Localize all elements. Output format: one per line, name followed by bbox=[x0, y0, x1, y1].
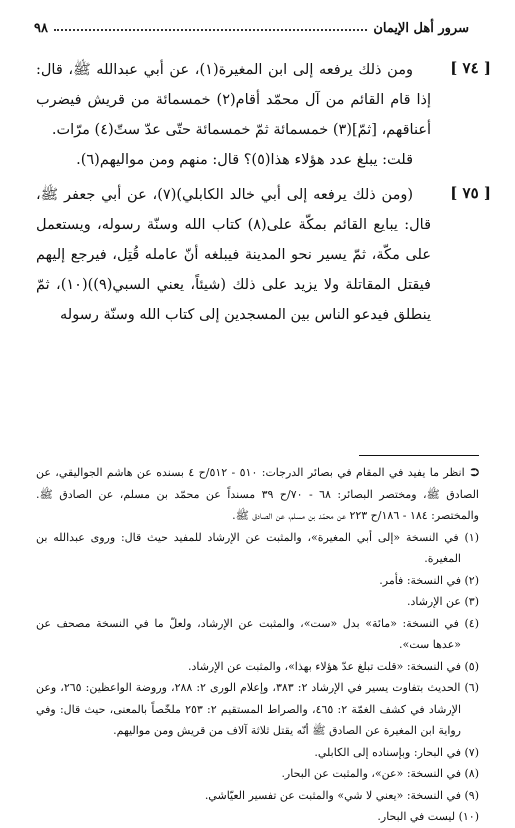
footnote-3: (٣) عن الإرشاد. bbox=[406, 595, 479, 608]
footnote-continuation bbox=[36, 462, 479, 527]
footnote-9: (٩) في النسخة: «يعني لا شي» والمثبت عن تفسير العيّاشي. bbox=[204, 788, 479, 802]
continuation-arrow-icon: ⮊ bbox=[470, 466, 479, 479]
paragraph: (ومن ذلك يرفعه إلى أبي خالد الكابلي)(٧)، عن أبي جعفر ﷺ، قال: يبايع القائم بمكّة على(٨) كتاب الله وسنّة رسوله، ويستعمل على مكّة، ثمّ يسير نحو المدينة فيبلغه أنّ عامله قُتِل، فيرجع إليهم فيقتل المقاتلة ولا يزيد على ذلك (شيئاً، يعني السبي(٩))(١٠)، ثمّ ينطلق فيدعو الناس بين المسجدين إلى كتاب الله وسنّة رسوله bbox=[36, 187, 432, 323]
footnote-7: (٧) في البحار: وبإسناده إلى الكابلي. bbox=[314, 745, 479, 759]
footnote-8: (٨) في النسخة: «عن»، والمثبت عن البحار. bbox=[281, 767, 479, 780]
page-header bbox=[34, 12, 469, 36]
footnote-1: (١) في النسخة «إلى أبي المغيرة»، والمثبت عن الإرشاد للمفيد حيث قال: وروى عبدالله بن المغيرة. bbox=[36, 530, 479, 565]
footnote-10: (١٠) ليست في البحار. bbox=[377, 810, 479, 823]
paragraph: ومن ذلك يرفعه إلى ابن المغيرة(١)، عن أبي عبدالله ﷺ، قال: إذا قام القائم من آل محمّد أقام(٢) خمسمائة من قريش فيضرب أعناقهم، [ثمّ](٣) خمسمائة ثمّ خمسمائة حتّى عدّ ستّ(٤) مرّات. bbox=[36, 62, 432, 138]
footnotes bbox=[36, 462, 479, 828]
entry-number: [ ٧٤ ] bbox=[450, 59, 491, 77]
footnote-4: (٤) في النسخة: «مائة» بدل «ست»، والمثبت عن الإرشاد، ولعلّ ما في النسخة مصحف عن «عدها ست». bbox=[36, 616, 479, 651]
footnote-separator bbox=[359, 455, 479, 456]
entry-body bbox=[36, 180, 431, 330]
entry-body bbox=[36, 55, 431, 175]
header-leader-dots bbox=[54, 29, 367, 31]
footnote-continuation-text: انظر ما يفيد في المقام في بصائر الدرجات: ٥١٠ - ٥١٢/ح ٤ بسنده عن هاشم الجواليقي، عن الصادق ﷺ، ومختصر البصائر: ٦٨ - ٧٠/ح ٣٩ مسنداً عن محمّد بن مسلم، عن الصادق ﷺ. والمختصر: ١٨٤ - ١٨٦/ح ٢٢٣ عن محمّد بن مسلم، عن الصادق ﷺ. bbox=[36, 466, 479, 522]
book-title: سرور أهل الإيمان bbox=[373, 21, 469, 36]
paragraph: قلت: يبلغ عدد هؤلاء هذا(٥)؟ قال: منهم ومن مواليهم(٦). bbox=[76, 152, 413, 168]
footnote-5: (٥) في النسخة: «قلت تبلغ عدّ هؤلاء بهذا»، والمثبت عن الإرشاد. bbox=[187, 659, 479, 673]
page-number: ٩٨ bbox=[34, 21, 48, 36]
footnote-6: (٦) الحديث بتفاوت يسير في الإرشاد ٢: ٣٨٣، وإعلام الورى ٢: ٢٨٨، وروضة الواعظين: ٢٦٥، وعن الإرشاد في كشف الغمّة ٢: ٤٦٥، والصراط المستقيم ٢: ٢٥٣ ملخّصاً بالمعنى، حيث قال: وفي رواية ابن المغيرة عن الصادق ﷺ أنّه يقتل ثلاثة آلاف من قريش ومن مواليهم. bbox=[36, 681, 480, 737]
entry-number: [ ٧٥ ] bbox=[450, 184, 491, 202]
footnote-2: (٢) في النسخة: فأمر. bbox=[379, 573, 479, 587]
